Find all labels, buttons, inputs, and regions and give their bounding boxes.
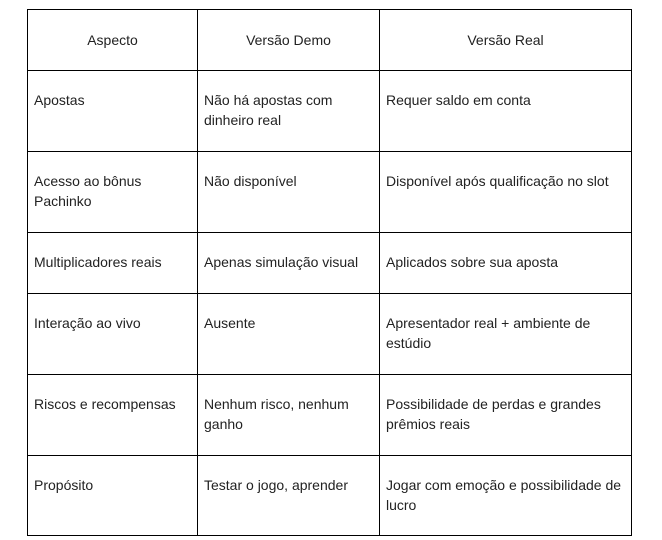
demo-cell: Ausente [198,294,380,375]
real-cell: Requer saldo em conta [380,71,632,152]
demo-cell: Apenas simulação visual [198,233,380,294]
real-cell: Possibilidade de perdas e grandes prêmios reais [380,375,632,456]
real-cell: Aplicados sobre sua aposta [380,233,632,294]
aspect-cell: Acesso ao bônus Pachinko [28,152,198,233]
demo-cell: Não há apostas com dinheiro real [198,71,380,152]
table-row [28,294,632,375]
table-row [28,456,632,536]
aspect-cell: Apostas [28,71,198,152]
demo-cell: Nenhum risco, nenhum ganho [198,375,380,456]
real-cell: Apresentador real + ambiente de estúdio [380,294,632,375]
demo-cell: Não disponível [198,152,380,233]
comparison-table [27,9,632,536]
table-row [28,152,632,233]
table-row [28,233,632,294]
aspect-cell: Riscos e recompensas [28,375,198,456]
header-real-version: Versão Real [380,10,632,71]
header-row [28,10,632,71]
aspect-cell: Propósito [28,456,198,536]
table-row [28,71,632,152]
demo-cell: Testar o jogo, aprender [198,456,380,536]
table-row [28,375,632,456]
aspect-cell: Multiplicadores reais [28,233,198,294]
aspect-cell: Interação ao vivo [28,294,198,375]
header-aspect: Aspecto [28,10,198,71]
header-demo-version: Versão Demo [198,10,380,71]
real-cell: Disponível após qualificação no slot [380,152,632,233]
real-cell: Jogar com emoção e possibilidade de lucro [380,456,632,536]
